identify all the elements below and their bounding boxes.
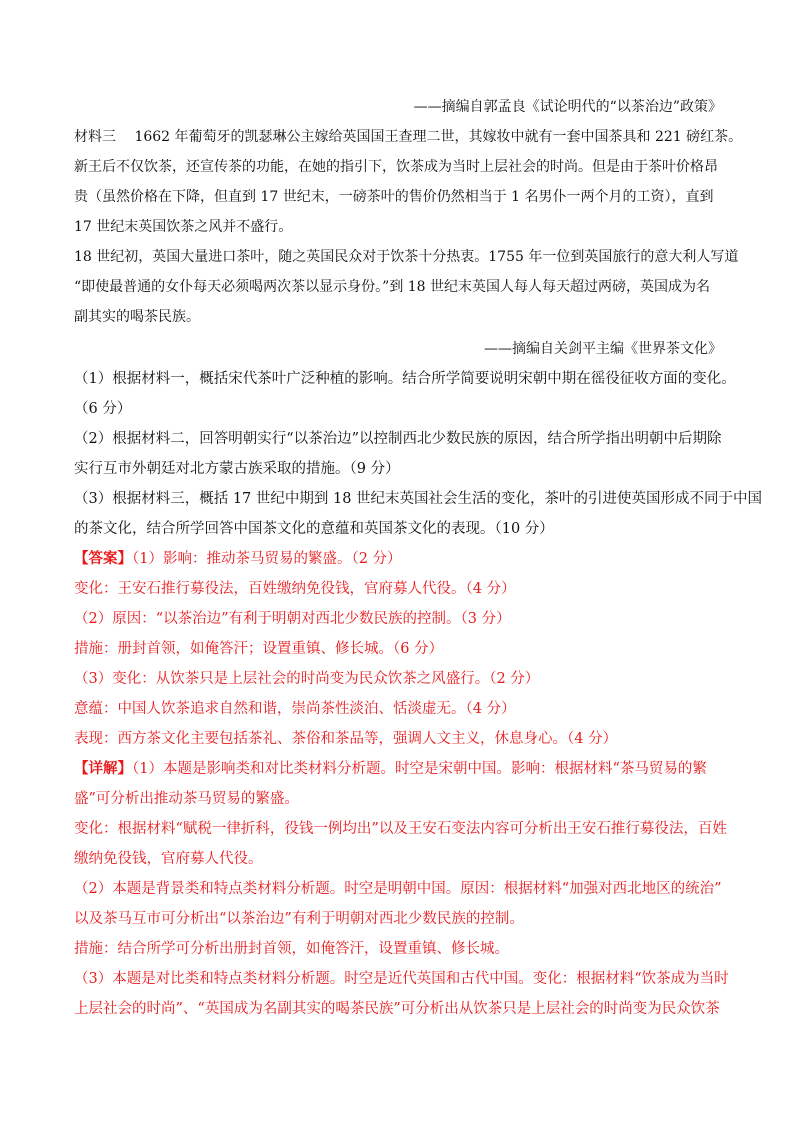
question-line: （1）根据材料一，概括宋代茶叶广泛种植的影响。结合所学简要说明宋朝中期在徭役征收方面的变化。 <box>74 371 736 387</box>
answer-tag: 【答案】 <box>74 550 132 567</box>
detail-line: 措施：结合所学可分析出册封首领，如俺答汗，设置重镇、修长城。 <box>74 941 509 957</box>
detail-line: 缴纳免役钱，官府募人代役。 <box>74 851 263 867</box>
answer-line: 措施：册封首领，如俺答汗；设置重镇、修长城。（6 分） <box>74 641 444 657</box>
material3-line: 18 世纪初，英国大量进口茶叶，随之英国民众对于饮茶十分热衷。1755 年一位到英国旅行的意大利人写道 <box>74 249 739 265</box>
question-line: （2）根据材料二，回答明朝实行“以茶治边”以控制西北少数民族的原因，结合所学指出明朝中后期除 <box>74 431 722 447</box>
detail-line: （2）本题是背景类和特点类材料分析题。时空是明朝中国。原因：根据材料“加强对西北地区的统治” <box>74 881 722 897</box>
detail-line: （3）本题是对比类和特点类材料分析题。时空是近代英国和古代中国。变化：根据材料“饮茶成为当时 <box>74 971 729 987</box>
answer-line: 意蕴：中国人饮茶追求自然和谐，崇尚茶性淡泊、恬淡虚无。（4 分） <box>74 701 516 717</box>
answer-line: （3）变化：从饮茶只是上层社会的时尚变为民众饮茶之风盛行。（2 分） <box>74 671 540 687</box>
detail-line: 变化：根据材料“赋税一律折科，役钱一例均出”以及王安石变法内容可分析出王安石推行募役法，百姓 <box>74 821 727 837</box>
question-line: （3）根据材料三，概括 17 世纪中期到 18 世纪末英国社会生活的变化，茶叶的引进使英国形成不同于中国 <box>74 491 763 507</box>
material3-line: 材料三 1662 年葡萄牙的凯瑟琳公主嫁给英国国王查理二世，其嫁妆中就有一套中国茶具和 221 磅红茶。 <box>74 129 743 145</box>
question-line: 实行互市外朝廷对北方蒙古族采取的措施。（9 分） <box>74 461 400 477</box>
answer-text: （1）影响：推动茶马贸易的繁盛。（2 分） <box>132 551 402 567</box>
material3-line: “即使最普通的女仆每天必须喝两次茶以显示身份。”到 18 世纪末英国人每人每天超过两磅，英国成为名 <box>74 279 711 295</box>
material3-line: 副其实的喝茶民族。 <box>74 309 200 325</box>
material3-line: 新王后不仅饮茶，还宣传茶的功能，在她的指引下，饮茶成为当时上层社会的时尚。但是由于茶叶价格昂 <box>74 159 718 175</box>
detail-line: 上层社会的时尚”、“英国成为名副其实的喝茶民族”可分析出从饮茶只是上层社会的时尚变为民众饮茶 <box>74 1001 720 1017</box>
source-citation-1: ——摘编自郭孟良《试论明代的“以茶治边”政策》 <box>413 99 722 115</box>
answer-line: 表现：西方茶文化主要包括茶礼、茶俗和茶品等，强调人文主义，休息身心。（4 分） <box>74 731 618 747</box>
material3-line: 17 世纪末英国饮茶之风并不盛行。 <box>74 219 293 235</box>
material3-line: 贵（虽然价格在下降，但直到 17 世纪末，一磅茶叶的售价仍然相当于 1 名男仆一两个月的工资），直到 <box>74 189 714 205</box>
detail-tag: 【详解】 <box>74 760 132 777</box>
source-citation-2: ——摘编自关剑平主编《世界茶文化》 <box>484 341 722 357</box>
detail-text: （1）本题是影响类和对比类材料分析题。时空是宋朝中国。影响：根据材料“茶马贸易的繁 <box>132 761 707 777</box>
answer-first-line <box>74 549 402 569</box>
question-line: （6 分） <box>74 401 132 417</box>
question-line: 的茶文化，结合所学回答中国茶文化的意蕴和英国茶文化的表现。（10 分） <box>74 521 554 537</box>
answer-line: （2）原因：“以茶治边”有利于明朝对西北少数民族的控制。（3 分） <box>74 611 511 627</box>
detail-first-line <box>74 759 707 779</box>
detail-line: 盛”可分析出推动茶马贸易的繁盛。 <box>74 791 299 807</box>
detail-line: 以及茶马互市可分析出“以茶治边”有利于明朝对西北少数民族的控制。 <box>74 911 524 927</box>
answer-line: 变化：王安石推行募役法，百姓缴纳免役钱，官府募人代役。（4 分） <box>74 581 516 597</box>
